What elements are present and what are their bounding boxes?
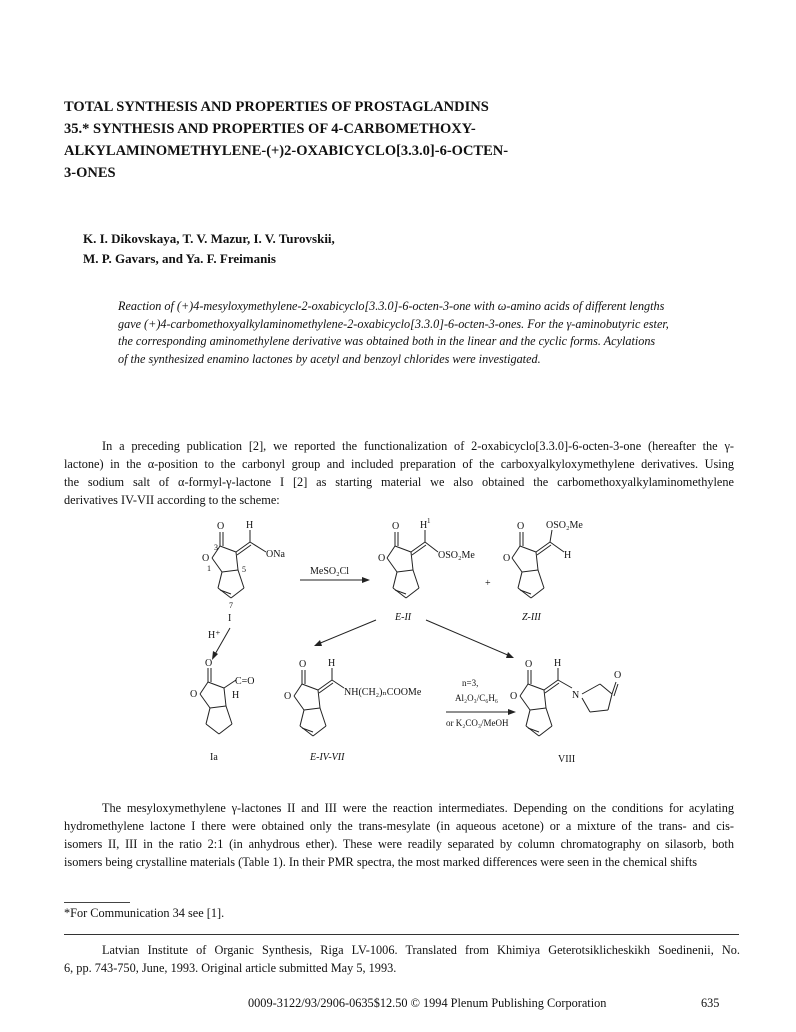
reagent-label: H⁺ bbox=[208, 630, 221, 641]
author-line: K. I. Dikovskaya, T. V. Mazur, I. V. Turovskii, bbox=[83, 231, 335, 246]
title-line: 3-ONES bbox=[64, 165, 116, 181]
copyright-line: 0009-3122/93/2906-0635$12.50 © 1994 Plenum Publishing Corporation bbox=[248, 996, 607, 1010]
paragraph-line: isomers II, III in the ratio 2:1 (in anhydrous ether). These were readily separated by column chromatography on silasorb, both bbox=[64, 837, 734, 851]
reaction-arrow bbox=[426, 620, 510, 656]
paragraph-line: isomers being crystalline materials (Table 1). In their PMR spectra, the most marked differences were seen in the chemical shifts bbox=[64, 855, 698, 869]
affiliation-line: 6, pp. 743-750, June, 1993. Original article submitted May 5, 1993. bbox=[64, 961, 397, 975]
structure-E-IV-VII bbox=[294, 668, 344, 736]
atom-label: O bbox=[525, 659, 533, 670]
compound-label: I bbox=[228, 613, 232, 624]
abstract-line: Reaction of (+)4-mesyloxymethylene-2-oxabicyclo[3.3.0]-6-octen-3-one with ω-amino acids of different lengths bbox=[118, 299, 665, 313]
compound-label: Ia bbox=[210, 752, 218, 763]
atom-label: O bbox=[510, 691, 518, 702]
condition-label: or K₂CO₃/MeOH bbox=[446, 718, 509, 728]
abstract-line: gave (+)4-carbomethoxyalkylaminomethylene-2-oxabicyclo[3.3.0]-6-octen-3-ones. For the γ-aminobutyric ester, bbox=[118, 316, 669, 331]
group-label: OSO₂Me bbox=[546, 520, 583, 531]
group-label: C=O bbox=[235, 676, 255, 687]
compound-label: Z-III bbox=[522, 612, 541, 623]
compound-label: VIII bbox=[558, 754, 576, 765]
atom-label: H bbox=[232, 690, 240, 701]
title-line: 35.* SYNTHESIS AND PROPERTIES OF 4-CARBOMETHOXY- bbox=[64, 121, 476, 137]
structure-I bbox=[212, 530, 266, 598]
paragraph-line: derivatives IV-VII according to the scheme: bbox=[64, 493, 280, 507]
structure-Z-III bbox=[512, 530, 564, 598]
affiliation-line: Latvian Institute of Organic Synthesis, Riga LV-1006. Translated from Khimiya Geterotsiklicheskikh Soedinenii, No. bbox=[102, 943, 740, 957]
atom-number: 3 bbox=[214, 543, 218, 552]
paragraph-line: The mesyloxymethylene γ-lactones II and III were the reaction intermediates. Depending on the conditions for acylating bbox=[102, 801, 734, 815]
reaction-scheme bbox=[180, 508, 660, 774]
atom-label: O bbox=[217, 521, 225, 532]
plus-sign: + bbox=[485, 578, 491, 589]
atom-label: ONa bbox=[266, 549, 285, 560]
paragraph-line: In a preceding publication [2], we reported the functionalization of 2-oxabicyclo[3.3.0]-6-octen-3-one (hereafter the γ- bbox=[102, 439, 734, 453]
abstract bbox=[118, 298, 718, 368]
atom-label: O bbox=[503, 553, 511, 564]
footnote: *For Communication 34 see [1]. bbox=[64, 906, 225, 920]
atom-number: 5 bbox=[242, 565, 246, 574]
reaction-scheme-drawing bbox=[180, 508, 660, 774]
atom-label: H bbox=[554, 658, 562, 669]
atom-label: O bbox=[299, 659, 307, 670]
atom-label: H bbox=[420, 520, 428, 531]
structure-VIII bbox=[520, 668, 618, 736]
atom-label: O bbox=[614, 670, 622, 681]
atom-label: N bbox=[572, 690, 580, 701]
footnote-rule bbox=[64, 902, 130, 903]
title-line: ALKYLAMINOMETHYLENE-(+)2-OXABICYCLO[3.3.0]-6-OCTEN- bbox=[64, 143, 509, 159]
atom-number: 7 bbox=[229, 601, 233, 610]
group-label: NH(CH₂)ₙCOOMe bbox=[344, 687, 422, 698]
affiliation-rule bbox=[64, 934, 739, 935]
atom-label: H bbox=[246, 520, 254, 531]
atom-number: 1 bbox=[207, 564, 211, 573]
article-title bbox=[64, 96, 704, 184]
title-line: TOTAL SYNTHESIS AND PROPERTIES OF PROSTAGLANDINS bbox=[64, 99, 489, 115]
reagent-label: MeSO₂Cl bbox=[310, 566, 350, 577]
arrowhead bbox=[506, 652, 514, 658]
atom-label: H bbox=[328, 658, 336, 669]
paragraph-line: the sodium salt of α-formyl-γ-lactone I [2] as starting material we also obtained the carbomethoxyalkylaminomethylene bbox=[64, 475, 734, 489]
atom-label: H bbox=[564, 550, 572, 561]
condition-label: n=3, bbox=[462, 678, 479, 688]
atom-label: O bbox=[378, 553, 386, 564]
compound-label: E-II bbox=[395, 612, 412, 623]
abstract-line: of the synthesized enamino lactones by acetyl and benzoyl chlorides were investigated. bbox=[118, 351, 541, 366]
arrowhead bbox=[314, 640, 322, 646]
atom-label: O bbox=[284, 691, 292, 702]
intro-paragraph bbox=[64, 437, 734, 509]
body-paragraph bbox=[64, 799, 734, 871]
paragraph-line: hydromethylene lactone I there were obtained only the trans-mesylate (in aqueous acetone) or a mixture of the trans- and cis- bbox=[64, 819, 734, 833]
abstract-line: the corresponding aminomethylene derivative was obtained both in the linear and the cyclic forms. Acylations bbox=[118, 334, 656, 348]
atom-label: O bbox=[517, 521, 525, 532]
atom-label: O bbox=[205, 658, 213, 669]
superscript: 1 bbox=[427, 517, 431, 525]
page-number: 635 bbox=[701, 996, 720, 1010]
arrowhead bbox=[508, 709, 516, 715]
atom-label: O bbox=[190, 689, 198, 700]
affiliation-note bbox=[64, 941, 740, 977]
atom-label: O bbox=[392, 521, 400, 532]
condition-label: Al₂O₃/C₆H₆ bbox=[455, 693, 499, 703]
atom-label: O bbox=[202, 553, 210, 564]
author-line: M. P. Gavars, and Ya. F. Freimanis bbox=[83, 251, 276, 266]
compound-label: E-IV-VII bbox=[310, 752, 345, 763]
paragraph-line: lactone) in the α-position to the carbonyl group and included preparation of the carboxyalkyloxymethylene derivatives. Using bbox=[64, 457, 734, 471]
structure-E-II bbox=[387, 530, 438, 598]
reaction-arrow bbox=[318, 620, 376, 644]
arrowhead bbox=[212, 651, 218, 660]
author-list bbox=[83, 229, 335, 269]
group-label: OSO₂Me bbox=[438, 550, 475, 561]
structure-Ia bbox=[200, 668, 236, 734]
arrowhead bbox=[362, 577, 370, 583]
